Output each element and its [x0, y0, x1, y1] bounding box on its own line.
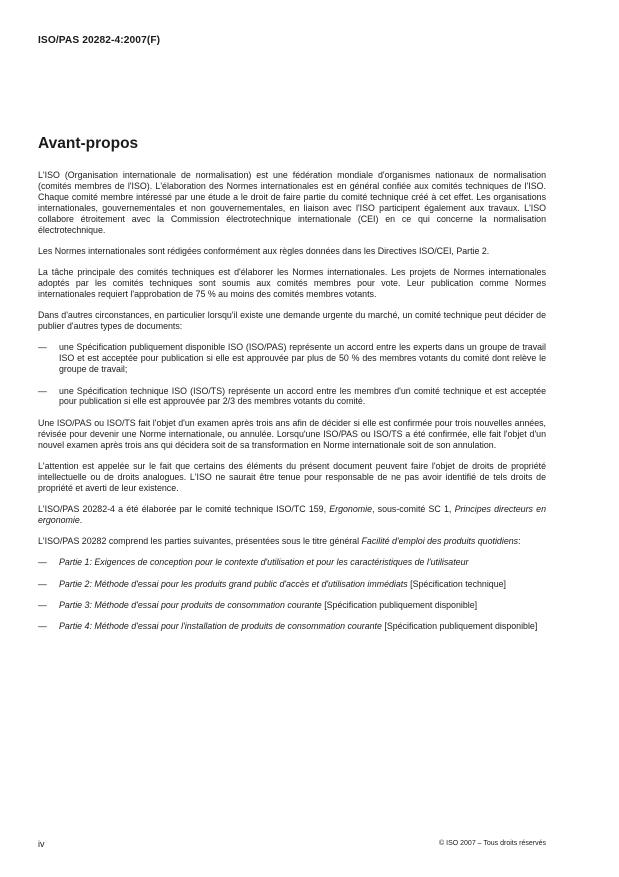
part-list-item — [38, 579, 546, 590]
text-run: . — [79, 514, 83, 525]
part-status: [Spécification publiquement disponible] — [321, 600, 478, 611]
part-status: [Spécification publiquement disponible] — [381, 621, 538, 632]
paragraph: Les Normes internationales sont rédigées conformément aux règles données dans les Directives ISO/CEI, Partie 2. — [38, 245, 490, 256]
list-item — [38, 342, 546, 375]
subcommittee-name: Principes directeurs en ergonomie — [38, 503, 546, 525]
copyright-notice: © ISO 2007 – Tous droits réservés — [439, 840, 546, 847]
paragraph-committee — [38, 504, 546, 526]
part-list-item — [38, 600, 546, 611]
paragraph: L'ISO (Organisation internationale de normalisation) est une fédération mondiale d'organismes nationaux de normalisation (comités membres de l'ISO). L'élaboration des Normes internationales est en général confiée aux comités techniques de l'ISO. Chaque comité membre intéressé par une étude a le droit de faire partie du comité technique créé à cet effet. Les organisations internationales, gouvernementales et non gouvernementales, en liaison avec l'ISO participent également aux travaux. L'ISO collabore étroitement avec la Commission électrotechnique internationale (CEI) en ce qui concerne la normalisation électrotechnique. — [38, 170, 546, 235]
part-list-item — [38, 557, 546, 568]
paragraph-parts-intro — [38, 536, 546, 547]
page-title: Avant-propos — [38, 135, 139, 152]
part-title: Partie 1: Exigences de conception pour le contexte d'utilisation et pour les caractéristiques de l'utilisateur — [59, 557, 469, 568]
part-text — [59, 579, 546, 590]
paragraph: Une ISO/PAS ou ISO/TS fait l'objet d'un examen après trois ans afin de décider si elle est confirmée pour trois nouvelles années, révisée pour devenir une Norme internationale, ou annulée. Lorsqu'une ISO/PAS ou ISO/TS a été confirmée, elle fait l'objet d'un nouvel examen après trois ans qui décidera soit de sa transformation en Norme internationale soit de son annulation. — [38, 417, 546, 450]
paragraph: La tâche principale des comités techniques est d'élaborer les Normes internationales. Les projets de Normes internationales adoptés par les comités techniques sont soumis aux comités membres pour vote. Leur publication comme Normes internationales requiert l'approbation de 75 % au moins des comités membres votants. — [38, 267, 546, 299]
part-status: [Spécification technique] — [407, 578, 507, 589]
dash-bullet: — — [38, 342, 47, 353]
part-text — [59, 600, 546, 611]
dash-bullet: — — [38, 557, 47, 568]
part-title: Partie 2: Méthode d'essai pour les produits grand public d'accès et d'utilisation immédiats — [59, 578, 408, 589]
text-run: L'ISO/PAS 20282-4 a été élaborée par le comité technique ISO/TC 159, — [38, 503, 330, 514]
part-title: Partie 4: Méthode d'essai pour l'installation de produits de consommation courante — [59, 621, 382, 632]
part-title: Partie 3: Méthode d'essai pour produits de consommation courante — [59, 600, 322, 611]
part-list-item — [38, 621, 546, 632]
list-item-text: une Spécification publiquement disponible ISO (ISO/PAS) représente un accord entre les experts dans un groupe de travail ISO et est acceptée pour publication si elle est approuvée par plus de 50 % des membres votants du comité dont relève le groupe de travail; — [59, 342, 546, 375]
paragraph: L'attention est appelée sur le fait que certains des éléments du présent document peuvent faire l'objet de droits de propriété intellectuelle ou de droits analogues. L'ISO ne saurait être tenue pour responsable de ne pas avoir identifié de tels droits de propriété et averti de leur existence. — [38, 460, 546, 493]
part-text — [59, 621, 546, 632]
general-title: Facilité d'emploi des produits quotidiens — [361, 536, 519, 547]
page-number: iv — [38, 839, 45, 849]
dash-bullet: — — [38, 578, 47, 589]
dash-bullet: — — [38, 621, 47, 632]
list-item-text: une Spécification technique ISO (ISO/TS) représente un accord entre les membres d'un comité technique et est acceptée pour publication si elle est approuvée par 2/3 des membres votants du comité. — [59, 385, 546, 407]
dash-bullet: — — [38, 600, 47, 611]
dash-bullet: — — [38, 385, 47, 396]
paragraph: Dans d'autres circonstances, en particulier lorsqu'il existe une demande urgente du marché, un comité technique peut décider de publier d'autres types de documents: — [38, 310, 546, 332]
text-run: , sous-comité SC 1, — [372, 503, 455, 514]
part-text — [59, 557, 546, 568]
text-run: : — [518, 536, 521, 547]
text-run: L'ISO/PAS 20282 comprend les parties suivantes, présentées sous le titre général — [38, 536, 362, 547]
list-item — [38, 386, 546, 408]
foreword-body — [38, 170, 546, 643]
document-identifier: ISO/PAS 20282-4:2007(F) — [38, 35, 161, 46]
committee-name: Ergonomie — [329, 503, 373, 514]
